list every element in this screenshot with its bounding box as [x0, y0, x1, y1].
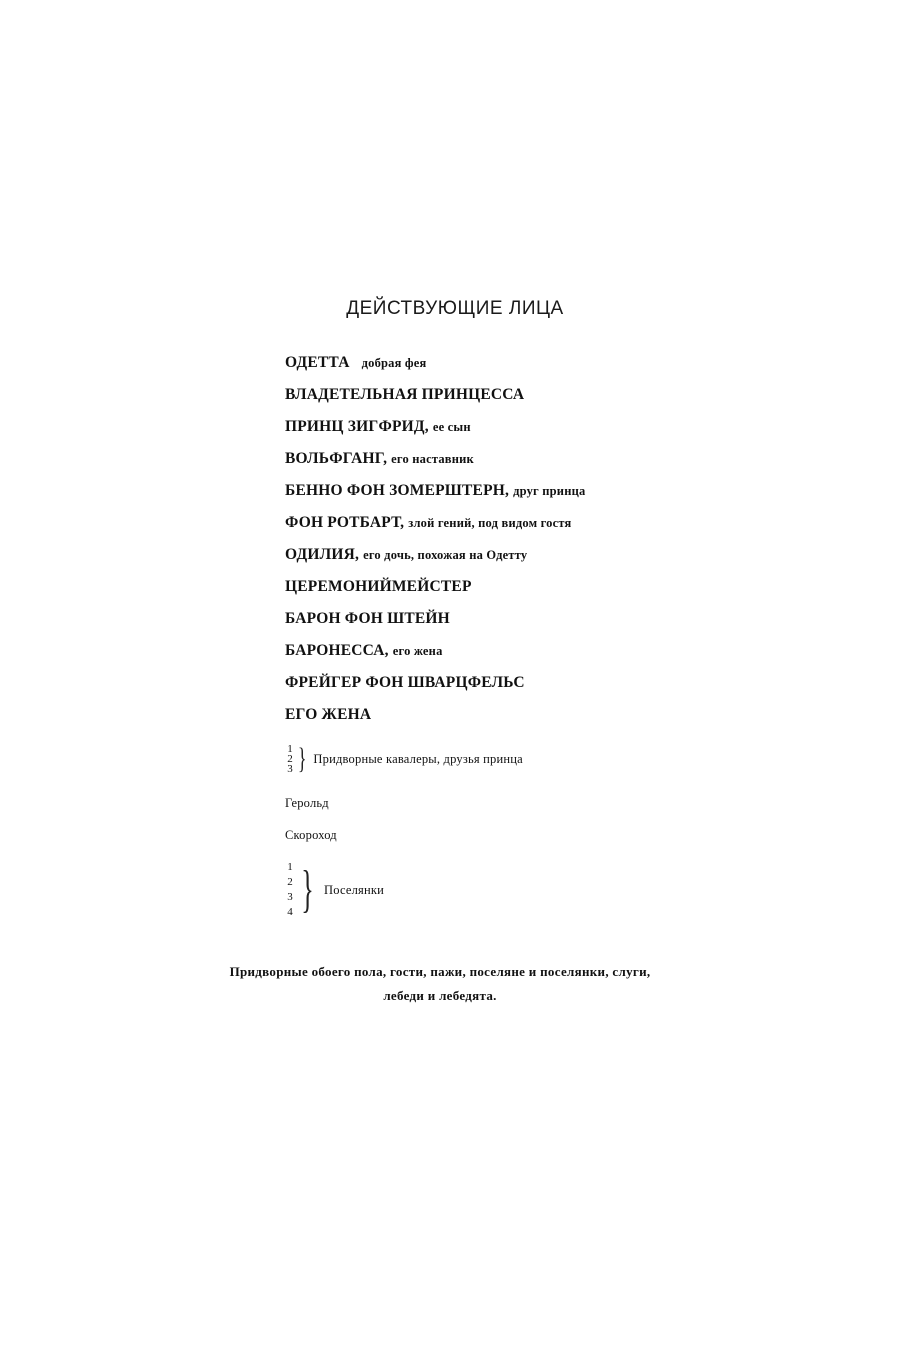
role-master-of-ceremonies [285, 574, 805, 606]
role-odile [285, 542, 805, 574]
role-name: ОДЕТТА [285, 354, 350, 371]
ensemble-note-line: лебеди и лебедята. [383, 988, 497, 1003]
number: 1 [287, 861, 293, 873]
role-description: друг принца [513, 484, 586, 498]
courtiers-label: Придворные кавалеры, друзья принца [313, 751, 523, 766]
role-description: его дочь, похожая на Одетту [363, 548, 528, 562]
role-name: ОДИЛИЯ, [285, 546, 360, 563]
villager-numbers [285, 860, 295, 920]
cast-list [285, 350, 805, 918]
role-baron-von-stein [285, 606, 805, 638]
role-description: ее сын [432, 420, 471, 434]
villagers-group [285, 860, 384, 920]
number: 3 [287, 763, 293, 775]
villagers-label: Поселянки [323, 882, 385, 897]
role-prince-siegfried [285, 414, 805, 446]
number: 3 [287, 891, 293, 903]
role-name: ФРЕЙГЕР ФОН ШВАРЦФЕЛЬС [285, 674, 525, 691]
role-name: ФОН РОТБАРТ, [285, 514, 405, 531]
role-description: его наставник [391, 452, 474, 466]
role-baroness [285, 638, 805, 670]
number: 2 [287, 753, 293, 765]
role-odette [285, 350, 805, 382]
courtier-numbers [285, 744, 295, 774]
role-runner: Скороход [285, 828, 337, 842]
role-his-wife [285, 702, 805, 734]
role-description: злой гений, под видом гостя [408, 516, 572, 530]
ensemble-note-line: Придворные обоего пола, гости, пажи, поселяне и поселянки, слуги, [229, 964, 651, 979]
role-name: БЕННО ФОН ЗОМЕРШТЕРН, [285, 482, 510, 499]
role-name: ВОЛЬФГАНГ, [285, 450, 388, 467]
role-sovereign-princess [285, 382, 805, 414]
courtiers-group [285, 744, 805, 774]
ensemble-note [175, 960, 705, 1008]
role-herald: Герольд [285, 796, 329, 810]
role-freiherr-von-schwarzfels [285, 670, 805, 702]
role-name: ЦЕРЕМОНИЙМЕЙСТЕР [285, 578, 472, 595]
role-name: БАРОН ФОН ШТЕЙН [285, 610, 450, 627]
role-description: добрая фея [361, 356, 427, 370]
role-name: ЕГО ЖЕНА [285, 706, 372, 723]
number: 1 [287, 743, 293, 755]
role-wolfgang [285, 446, 805, 478]
page-title: ДЕЙСТВУЮЩИЕ ЛИЦА [346, 298, 564, 319]
role-name: ВЛАДЕТЕЛЬНАЯ ПРИНЦЕССА [285, 386, 525, 403]
number: 2 [287, 876, 293, 888]
role-rothbart [285, 510, 805, 542]
brace: } [297, 742, 307, 775]
brace: } [301, 861, 314, 918]
role-name: БАРОНЕССА, [285, 642, 389, 659]
number: 4 [287, 906, 293, 918]
role-description: его жена [392, 644, 443, 658]
role-name: ПРИНЦ ЗИГФРИД, [285, 418, 429, 435]
role-benno [285, 478, 805, 510]
